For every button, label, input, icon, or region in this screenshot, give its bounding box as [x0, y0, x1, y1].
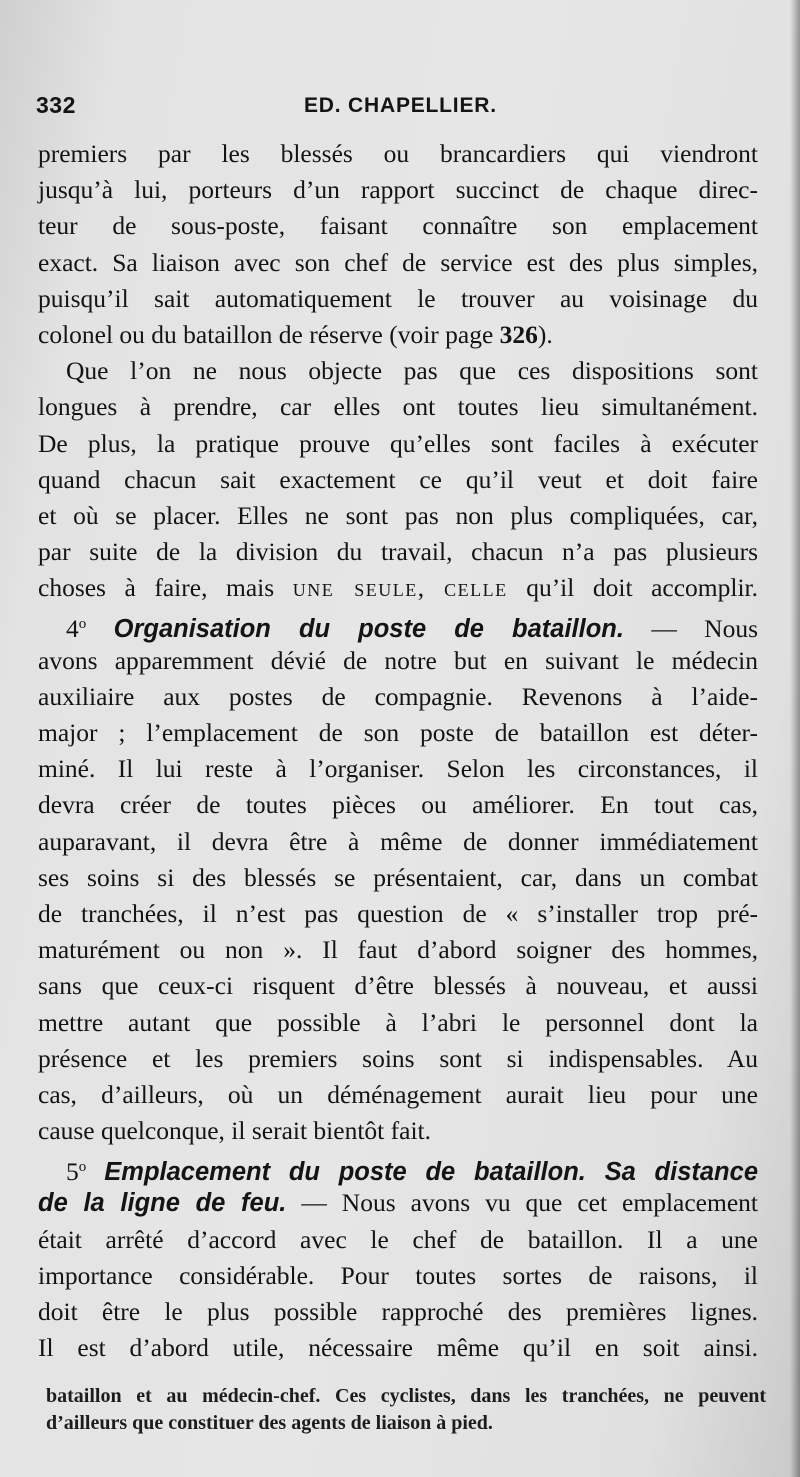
text-line: major ; l’emplacement de son poste de bataillon est déter-: [38, 718, 758, 747]
text-line: [38, 317, 758, 353]
text-line: exact. Sa liaison avec son chef de service est des plus simples,: [38, 247, 758, 277]
text-fragment: — Nous avons vu que cet emplacement: [286, 1188, 758, 1218]
section-heading-line: [38, 606, 758, 642]
footnote-line: d’ailleurs que constituer des agents de liaison à pied.: [46, 1412, 493, 1434]
page-edge-shadow: [790, 0, 800, 1477]
footnote: [46, 1383, 766, 1437]
text-line: cause quelconque, il serait bientôt fait.: [38, 1116, 431, 1146]
text-line: [38, 570, 758, 606]
section-heading-line: [38, 1185, 758, 1221]
text-fragment: ).: [537, 319, 553, 349]
text-line: avons apparemment dévié de notre but en suivant le médecin: [38, 645, 758, 675]
text-line: ses soins si des blessés se présentaient, car, dans un combat: [38, 862, 758, 892]
text-line: Il est d’abord utile, nécessaire même qu’il en soit ainsi.: [38, 1333, 758, 1363]
text-line: par suite de la division du travail, chacun n’a pas plusieurs: [38, 537, 758, 567]
text-fragment: [426, 573, 445, 602]
text-line: auparavant, il devra être à même de donner immédiatement: [38, 826, 758, 856]
text-line: de tranchées, il n’est pas question de « s’installer trop pré-: [38, 898, 758, 928]
text-fragment: — Nous: [623, 614, 759, 644]
text-line: importance considérable. Pour toutes sortes de raisons, il: [38, 1260, 758, 1290]
text-fragment: qu’il doit accomplir.: [507, 573, 759, 603]
section-title: de la ligne de feu.: [38, 1189, 287, 1218]
text-fragment: colonel ou du bataillon de réserve (voir page: [38, 319, 500, 349]
text-line: cas, d’ailleurs, où un déménagement aurait lieu pour une: [38, 1079, 758, 1109]
footnote-line: bataillon et au médecin-chef. Ces cyclistes, dans les tranchées, ne peuvent: [46, 1385, 766, 1407]
section-number: 5: [66, 1157, 79, 1187]
degree-mark: o: [78, 616, 87, 633]
text-line: présence et les premiers soins sont si indispensables. Au: [38, 1043, 758, 1073]
running-head: ED. CHAPELLIER.: [304, 94, 497, 117]
text-line: miné. Il lui reste à l’organiser. Selon les circonstances, il: [38, 754, 758, 784]
text-line: maturément ou non ». Il faut d’abord soigner des hommes,: [38, 935, 758, 965]
text-line: puisqu’il sait automatiquement le trouver au voisinage du: [38, 283, 758, 313]
text-line: sans que ceux-ci risquent d’être blessés à nouveau, et aussi: [38, 971, 758, 1001]
page-number: 332: [36, 92, 76, 118]
text-line: auxiliaire aux postes de compagnie. Revenons à l’aide-: [38, 681, 758, 711]
text-line: jusqu’à lui, porteurs d’un rapport succinct de chaque direc-: [38, 175, 758, 205]
section-number: 4: [66, 614, 79, 644]
smallcaps-emphasis: une seule,: [292, 573, 426, 603]
text-line: Que l’on ne nous objecte pas que ces dispositions sont: [66, 356, 758, 386]
text-line: mettre autant que possible à l’abri le personnel dont la: [38, 1007, 758, 1037]
degree-mark: o: [78, 1159, 87, 1176]
text-line: De plus, la pratique prouve qu’elles sont faciles à exécuter: [38, 428, 758, 458]
body-text: [38, 136, 758, 1366]
text-line: doit être le plus possible rapproché des premières lignes.: [38, 1297, 758, 1326]
smallcaps-emphasis: celle: [444, 573, 508, 603]
page-header: [36, 92, 756, 122]
text-line: était arrêté d’accord avec le chef de bataillon. Il a une: [38, 1224, 758, 1254]
text-line: teur de sous-poste, faisant connaître son emplacement: [38, 211, 758, 241]
text-line: longues à prendre, car elles ont toutes lieu simultanément.: [38, 392, 758, 422]
text-line: premiers par les blessés ou brancardiers qui viendront: [38, 139, 758, 168]
text-line: et où se placer. Elles ne sont pas non plus compliquées, car,: [38, 500, 758, 530]
text-line: devra créer de toutes pièces ou améliorer. En tout cas,: [38, 790, 758, 820]
page-reference: 326: [499, 319, 538, 349]
text-line: quand chacun sait exactement ce qu’il veut et doit faire: [38, 464, 758, 494]
section-heading-line: [38, 1149, 758, 1185]
section-title: Emplacement du poste de bataillon. Sa distance: [104, 1158, 759, 1187]
text-fragment: choses à faire, mais: [38, 573, 293, 603]
section-title: Organisation du poste de bataillon.: [113, 615, 624, 644]
